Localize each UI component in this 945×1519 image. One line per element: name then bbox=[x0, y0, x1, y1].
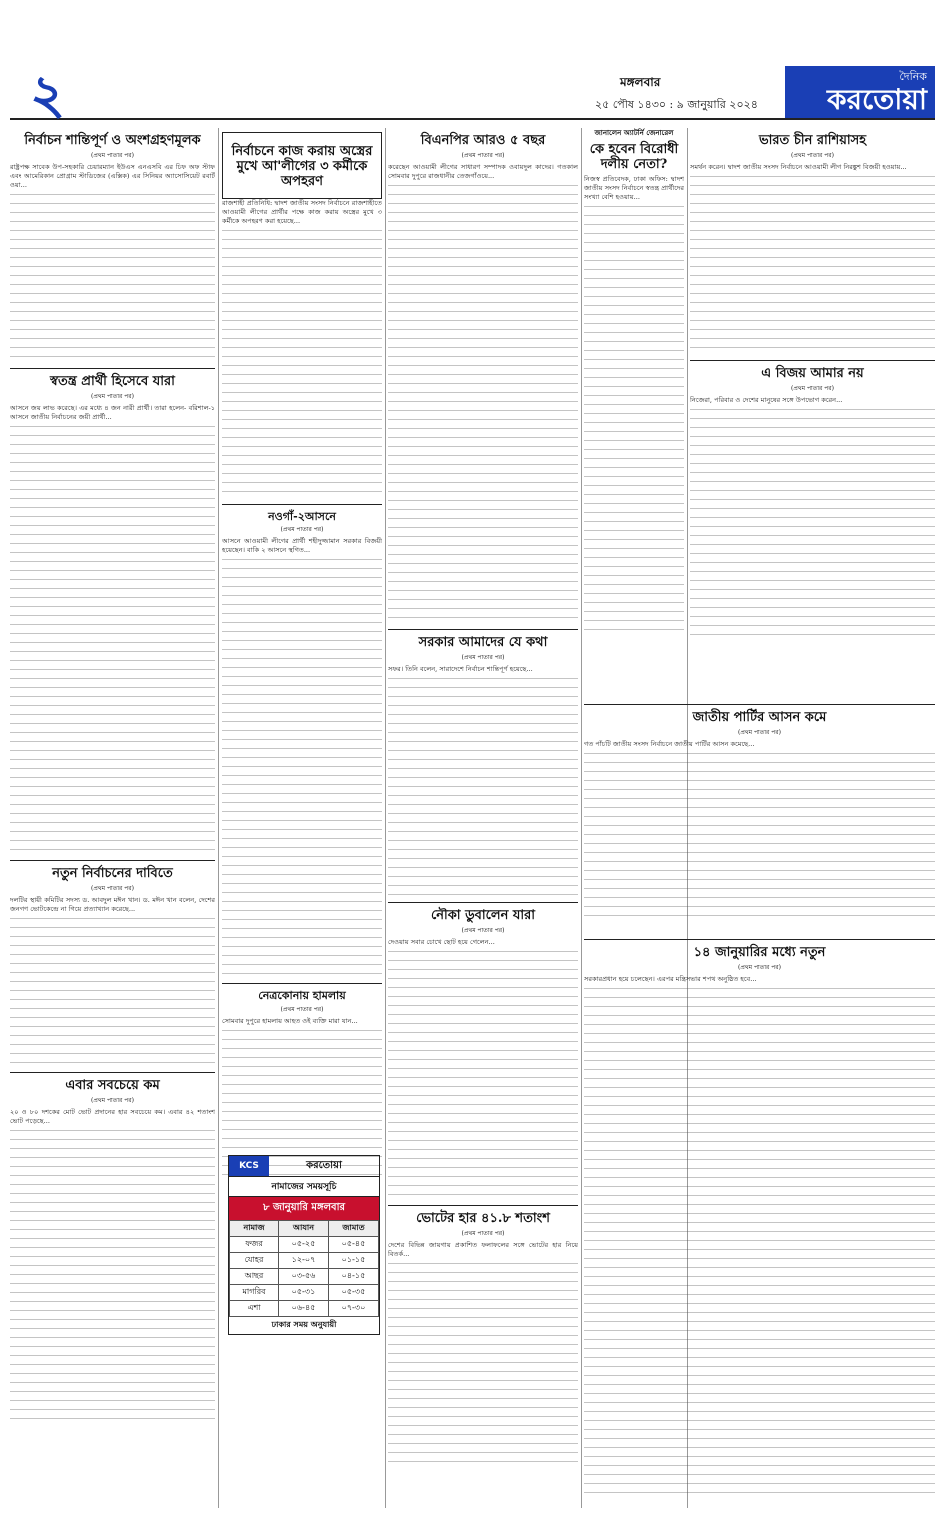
column-divider bbox=[385, 128, 386, 1508]
article-byline: (প্রথম পাতার পর) bbox=[91, 1096, 134, 1104]
article-body bbox=[10, 426, 215, 856]
article-byline: (প্রথম পাতার পর) bbox=[280, 1006, 324, 1014]
article-headline: সরকার আমাদের যে কথা bbox=[418, 634, 548, 650]
article-body bbox=[222, 559, 382, 979]
prayer-cell: ১২-০৭ bbox=[279, 1253, 329, 1269]
column-divider bbox=[218, 128, 219, 1508]
article-headline: ভোটের হার ৪১.৮ শতাংশ bbox=[416, 1210, 550, 1226]
article-lead: গত পাঁচটি জাতীয় সংসদ নির্বাচনে জাতীয় পার্টির আসন কমেছে... bbox=[584, 739, 755, 748]
prayer-row bbox=[230, 1301, 379, 1317]
prayer-cell: ০৫-৪৫ bbox=[328, 1237, 378, 1253]
article-lead: সফর। তিনি বলেন, সারাদেশে নির্বাচন শান্তিপূর্ণ হয়েছে... bbox=[388, 664, 533, 673]
article-byline: (প্রথম পাতার পর) bbox=[791, 151, 834, 159]
article-byline: (প্রথম পাতার পর) bbox=[791, 384, 834, 392]
article-block bbox=[584, 935, 935, 1505]
article-headline: জাতীয় পার্টির আসন কমে bbox=[692, 710, 827, 725]
article-body bbox=[388, 185, 578, 625]
prayer-cell: ফজর bbox=[230, 1237, 279, 1253]
prayer-table bbox=[229, 1220, 379, 1317]
article-body bbox=[690, 409, 935, 639]
prayer-row bbox=[230, 1269, 379, 1285]
article-lead: দেওয়ায় সবার চোখে ছোট হয়ে গেলেন... bbox=[388, 937, 495, 946]
article-byline: (প্রথম পাতার পর) bbox=[91, 151, 134, 159]
prayer-cell: ০৩-৫৬ bbox=[279, 1269, 329, 1285]
article-byline: (প্রথম পাতার পর) bbox=[461, 1229, 505, 1237]
article-lead: সোমবার দুপুরে হামলায় আহত ওই ব্যক্তি মারা যান... bbox=[222, 1017, 358, 1026]
article-headline: ভারত চীন রাশিয়াসহ bbox=[758, 133, 867, 148]
prayer-cell: ০৬-৪৫ bbox=[279, 1301, 329, 1317]
article-headline: বিএনপির আরও ৫ বছর bbox=[420, 133, 546, 148]
prayer-cell: ০৫-২৫ bbox=[279, 1237, 329, 1253]
article-headline: এবার সবচেয়ে কম bbox=[65, 1077, 160, 1093]
article-lead: করেছেন আওয়ামী লীগের সাধারণ সম্পাদক ওবায়দুল কাদের। গতকাল সোমবার দুপুরে রাজধানীর তেজগাঁওয়ে... bbox=[388, 162, 578, 180]
article-headline: নওগাঁ-২আসনে bbox=[268, 509, 336, 523]
prayer-row bbox=[230, 1253, 379, 1269]
article-headline: নির্বাচনে কাজ করায় অস্ত্রের মুখে আ'লীগের ৩ কর্মীকে অপহরণ bbox=[231, 144, 373, 189]
prayer-cell: ০৭-৩০ bbox=[328, 1301, 378, 1317]
article-lead: দেশের বিভিন্ন জায়গায় প্রকাশিত ফলাফলের সঙ্গে ভোটের হার নিয়ে বিতর্ক... bbox=[388, 1240, 578, 1258]
prayer-cell: যোহর bbox=[230, 1253, 279, 1269]
article-block bbox=[584, 700, 935, 930]
article-byline: (প্রথম পাতার পর) bbox=[738, 963, 781, 971]
masthead-small: দৈনিক bbox=[899, 70, 927, 83]
prayer-cell: ০১-১৫ bbox=[328, 1253, 378, 1269]
prayer-cell: এশা bbox=[230, 1301, 279, 1317]
article-lead: নিজেরা, পরিবার ও দেশের মানুষের সঙ্গে উপভোগ করেন... bbox=[690, 395, 843, 404]
article-byline: (প্রথম পাতার পর) bbox=[280, 526, 324, 534]
article-lead: আসনে আওয়ামী লীগের প্রার্থী শহীদুজ্জামান সরকার বিজয়ী হয়েছেন। বাকি ২ আসনে স্থগিত... bbox=[222, 537, 382, 555]
prayer-header: আযান bbox=[279, 1221, 329, 1237]
prayer-header: নামাজ bbox=[230, 1221, 279, 1237]
article-byline: (প্রথম পাতার পর) bbox=[738, 728, 781, 736]
column-1 bbox=[10, 128, 215, 1508]
article-lead: সমর্থন করেন। দ্বাদশ জাতীয় সংসদ নির্বাচনে আওয়ামী লীগ নিরঙ্কুশ বিজয়ী হওয়ায়... bbox=[690, 162, 907, 171]
article-byline: (প্রথম পাতার পর) bbox=[91, 392, 134, 400]
prayer-times-box bbox=[228, 1155, 380, 1335]
article-headline: এ বিজয় আমার নয় bbox=[761, 365, 864, 381]
article-body bbox=[584, 753, 935, 923]
prayer-footer: ঢাকার সময় অনুযায়ী bbox=[271, 1320, 337, 1329]
article-body bbox=[584, 988, 935, 1498]
prayer-header: জামাত bbox=[328, 1221, 378, 1237]
article-headline: নির্বাচন শান্তিপূর্ণ ও অংশগ্রহণমূলক bbox=[24, 133, 201, 148]
masthead-logo bbox=[785, 66, 935, 118]
article-body bbox=[10, 194, 215, 364]
header-date: ২৫ পৌষ ১৪৩০ : ৯ জানুয়ারি ২০২৪ bbox=[595, 98, 758, 111]
prayer-date: ৮ জানুয়ারি মঙ্গলবার bbox=[229, 1197, 379, 1220]
prayer-title: নামাজের সময়সূচি bbox=[229, 1177, 379, 1197]
article-byline: (প্রথম পাতার পর) bbox=[91, 884, 134, 892]
boxed-story bbox=[222, 132, 382, 199]
column-3 bbox=[388, 128, 578, 1508]
article-byline: (প্রথম পাতার পর) bbox=[461, 653, 505, 661]
header-day: মঙ্গলবার bbox=[620, 75, 661, 89]
column-divider bbox=[581, 128, 582, 1508]
article-lead: রাষ্ট্রপক্ষ সাবেক উপ-সহকারি চেয়ারম্যান ইউএস এনএসবি এর চিফ অফ স্টাফ এবং আমেরিকান প্রোগ্রাম স্টাডিজের (এক্সিক) এর সিনিয়র অ্যাসোসিয়েট রবার্ট ওয়া... bbox=[10, 162, 215, 189]
article-headline: ১৪ জানুয়ারির মধ্যে নতুন bbox=[693, 945, 826, 960]
article-headline: কে হবেন বিরোধী দলীয় নেতা? bbox=[589, 142, 679, 172]
article-lead: নিজস্ব প্রতিবেদক, ঢাকা অফিস: দ্বাদশ জাতীয় সংসদ নির্বাচনে স্বতন্ত্র প্রার্থীদের সংখ্যা বেশি হওয়ায়... bbox=[584, 174, 684, 201]
article-body bbox=[584, 206, 684, 636]
prayer-cell: ০৫-৩৫ bbox=[328, 1285, 378, 1301]
prayer-row bbox=[230, 1237, 379, 1253]
article-body bbox=[10, 1130, 215, 1420]
article-body bbox=[388, 678, 578, 898]
article-lead: দলটির স্থায়ী কমিটির সদস্য ড. আবদুল মঈন খান। ড. মঈন খান বলেন, দেশের জনগণ ভোটকেন্দ্রে না গিয়ে প্রত্যাখ্যান করেছে... bbox=[10, 895, 215, 913]
article-headline: নতুন নির্বাচনের দাবিতে bbox=[52, 865, 173, 881]
article-body bbox=[690, 176, 935, 356]
article-byline: (প্রথম পাতার পর) bbox=[461, 151, 505, 159]
prayer-cell: আছর bbox=[230, 1269, 279, 1285]
prayer-brand: করতোয়া bbox=[306, 1160, 342, 1171]
article-byline: (প্রথম পাতার পর) bbox=[461, 926, 505, 934]
article-headline: স্বতন্ত্র প্রার্থী হিসেবে যারা bbox=[50, 373, 175, 389]
article-body bbox=[388, 951, 578, 1201]
article-headline: নৌকা ডুবালেন যারা bbox=[430, 907, 536, 923]
article-kicker: জানালেন অ্যাটর্নি জেনারেল bbox=[594, 128, 674, 137]
prayer-cell: ০৪-১৫ bbox=[328, 1269, 378, 1285]
prayer-row bbox=[230, 1285, 379, 1301]
page-header bbox=[10, 63, 935, 126]
article-lead: রাজশাহী প্রতিনিধি: দ্বাদশ জাতীয় সংসদ নির্বাচনে রাজশাহীতে আওয়ামী লীগের প্রার্থীর পক্ষে কাজ করায় অস্ত্রের মুখে ৩ কর্মীকে অপহরণ করা হয়েছে... bbox=[222, 198, 382, 225]
article-headline: নেত্রকোনায় হামলায় bbox=[258, 989, 346, 1003]
article-body bbox=[388, 1263, 578, 1463]
article-body bbox=[10, 918, 215, 1068]
masthead-big: করতোয়া bbox=[827, 83, 927, 116]
article-body bbox=[222, 230, 382, 500]
article-lead: আসনে জয় লাভ করেছে। এর মধ্যে ৪ জন নারী প্রার্থী। তারা হলেন- বরিশাল-১ আসনে জাতীয় নির্বাচনের জয়ী প্রার্থী... bbox=[10, 403, 215, 421]
prayer-cell: মাগরিব bbox=[230, 1285, 279, 1301]
article-lead: ২০ ও ৮০ দশকের মোট ভোট প্রদানের হার সবচেয়ে কম। এবার ৪২ শতাংশ ভোট পড়েছে... bbox=[10, 1107, 215, 1125]
column-5 bbox=[690, 128, 935, 698]
article-lead: সরকারপ্রধান হয়ে চলেছেন। এরপর মন্ত্রিসভার শপথ অনুষ্ঠিত হবে... bbox=[584, 974, 757, 983]
prayer-logo: KCS bbox=[229, 1156, 269, 1176]
page-number-box bbox=[30, 63, 92, 126]
page-number: ২ bbox=[30, 63, 66, 126]
prayer-cell: ০৫-৩১ bbox=[279, 1285, 329, 1301]
